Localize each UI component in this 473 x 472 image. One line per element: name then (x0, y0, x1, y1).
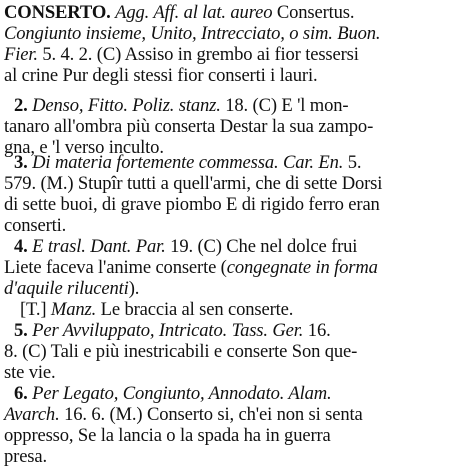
entry-line-1 (4, 2, 354, 24)
entry-line-11 (4, 215, 66, 237)
citation-ref: 5. 4. 2. (C) (37, 44, 125, 65)
quotation: al crine Pur degli stessi fior conserti i lauri. (4, 65, 318, 86)
grammar-note: Agg. Aff. al lat. aureo (115, 2, 273, 23)
sense-number: 2. (14, 95, 28, 116)
quotation: presa. (4, 446, 47, 467)
quotation: Stupîr tutti a quell'armi, che di sette Dorsi (77, 173, 383, 194)
quotation: oppresso, Se la lancia o la spada ha in guerra (4, 425, 331, 446)
entry-line-12 (14, 236, 357, 258)
sense-definition: Denso, Fitto. Poliz. stanz. (27, 95, 221, 116)
quotation: Le braccia al sen conserte. (96, 299, 294, 320)
sense-definition: Per Avviluppato, Intricato. Tass. Ger. (27, 320, 304, 341)
entry-line-4 (4, 65, 317, 87)
quotation: ste vie. (4, 362, 56, 383)
quotation: Liete faceva l'anime conserte ( (4, 257, 227, 278)
definition: Congiunto insieme, Unito, Intrecciato, o sim. Buon. (4, 23, 381, 44)
entry-line-10 (4, 194, 380, 216)
entry-line-18 (4, 362, 55, 384)
citation-ref: 18. (C) (220, 95, 282, 116)
entry-line-5 (14, 95, 348, 117)
entry-line-8 (14, 152, 361, 174)
entry-line-3 (4, 44, 359, 66)
sense-number: 6. (14, 383, 28, 404)
gloss: congegnate in forma (226, 257, 378, 278)
sense-definition: Di materia fortemente commessa. Car. En. (27, 152, 344, 173)
entry-line-20 (4, 404, 363, 426)
entry-line-16 (14, 320, 331, 342)
entry-line-13 (4, 257, 378, 279)
entry-line-14 (4, 278, 139, 300)
quotation: E 'l mon- (281, 95, 349, 116)
citation-source: Manz. (46, 299, 97, 320)
entry-line-22 (4, 446, 47, 468)
entry-line-19 (14, 383, 332, 405)
citation-ref: 579. (M.) (4, 173, 78, 194)
quotation: gna, e 'l verso inculto. (4, 137, 164, 158)
entry-line-6 (4, 116, 373, 138)
quotation: tanaro all'ombra più conserta Destar la sua zampo- (4, 116, 374, 137)
editor-tag: [T.] (20, 299, 47, 320)
citation-ref: 19. (C) (165, 236, 227, 257)
sense-number: 4. (14, 236, 28, 257)
citation-ref: 16. 6. (M.) (59, 404, 147, 425)
quotation: Tali e più inestricabili e conserte Son que- (50, 341, 358, 362)
gloss: d'aquile rilucenti (4, 278, 129, 299)
citation-source: Avarch. (4, 404, 60, 425)
entry-line-15 (20, 299, 293, 321)
quotation: di sette buoi, di grave piombo E di rigido ferro eran (4, 194, 380, 215)
quotation: Che nel dolce frui (226, 236, 358, 257)
entry-line-17 (4, 341, 357, 363)
latin-source: Consertus. (272, 2, 355, 23)
sense-number: 3. (14, 152, 28, 173)
citation-ref: 5. (343, 152, 362, 173)
quotation: Assiso in grembo ai fior tessersi (124, 44, 359, 65)
entry-line-21 (4, 425, 331, 447)
citation-ref: 16. (303, 320, 331, 341)
sense-definition: Per Legato, Congiunto, Annodato. Alam. (27, 383, 332, 404)
quotation: conserti. (4, 215, 67, 236)
quotation: Conserto si, ch'ei non si senta (146, 404, 363, 425)
headword: CONSERTO. (4, 2, 111, 23)
gloss-close: ). (128, 278, 140, 299)
entry-line-2 (4, 23, 380, 45)
citation-ref: 8. (C) (4, 341, 51, 362)
sense-definition: E trasl. Dant. Par. (27, 236, 166, 257)
entry-line-9 (4, 173, 382, 195)
citation-source: Fier. (4, 44, 38, 65)
sense-number: 5. (14, 320, 28, 341)
